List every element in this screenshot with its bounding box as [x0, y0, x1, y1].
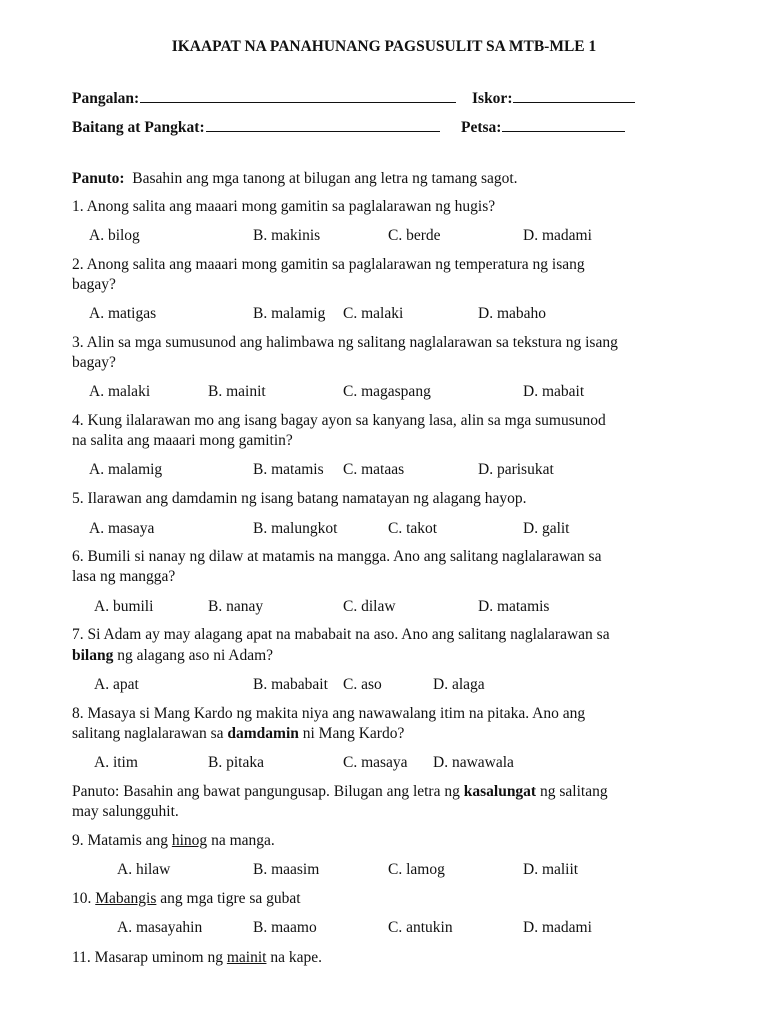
- question-3-line-1: 3. Alin sa mga sumusunod ang halimbawa ng salitang naglalarawan sa tekstura ng isang: [72, 334, 618, 351]
- directions-label: Panuto:: [72, 170, 125, 187]
- q9-underlined-word: hinog: [171, 832, 208, 849]
- q10-choice-a[interactable]: A. masayahin: [117, 919, 203, 936]
- name-label: Pangalan:: [72, 90, 140, 107]
- name-field: [72, 88, 456, 108]
- q3-choice-a[interactable]: A. malaki: [89, 383, 151, 400]
- q6-choice-d[interactable]: D. matamis: [478, 598, 550, 615]
- q1-choice-b[interactable]: B. makinis: [253, 227, 321, 244]
- q4-choice-d[interactable]: D. parisukat: [478, 461, 554, 478]
- q10-choice-b[interactable]: B. maamo: [253, 919, 317, 936]
- q3-choice-c[interactable]: C. magaspang: [343, 383, 431, 400]
- directions-2-post: ng salitang: [536, 783, 608, 800]
- q11-post: na kape.: [266, 949, 322, 966]
- question-4-line-1: 4. Kung ilalarawan mo ang isang bagay ayon sa kanyang lasa, alin sa mga sumusunod: [72, 412, 606, 429]
- grade-section-label: Baitang at Pangkat:: [72, 119, 205, 136]
- name-blank[interactable]: [140, 88, 456, 103]
- directions-2-emphasis: kasalungat: [463, 783, 537, 800]
- question-2-line-1: 2. Anong salita ang maaari mong gamitin sa paglalarawan ng temperatura ng isang: [72, 256, 585, 273]
- q5-choice-c[interactable]: C. takot: [388, 520, 438, 537]
- q1-choice-d[interactable]: D. madami: [523, 227, 592, 244]
- q10-choice-c[interactable]: C. antukin: [388, 919, 453, 936]
- q6-choice-a[interactable]: A. bumili: [94, 598, 154, 615]
- question-3-line-2: bagay?: [72, 354, 116, 371]
- q10-post: ang mga tigre sa gubat: [156, 890, 301, 907]
- q7-choice-c[interactable]: C. aso: [343, 676, 382, 693]
- question-5: 5. Ilarawan ang damdamin ng isang batang namatayan ng alagang hayop.: [72, 490, 527, 507]
- q8-line-2-pre: salitang naglalarawan sa: [72, 725, 228, 742]
- q10-choice-d[interactable]: D. madami: [523, 919, 592, 936]
- q2-choice-d[interactable]: D. mabaho: [478, 305, 547, 322]
- q2-choice-b[interactable]: B. malamig: [253, 305, 326, 322]
- q8-choice-c[interactable]: C. masaya: [343, 754, 408, 771]
- question-7-line-2: [72, 647, 273, 665]
- question-8-line-1: 8. Masaya si Mang Kardo ng makita niya ang nawawalang itim na pitaka. Ano ang: [72, 705, 586, 722]
- q10-pre: 10.: [72, 890, 96, 907]
- question-7-line-1: 7. Si Adam ay may alagang apat na mababait na aso. Ano ang salitang naglalarawan sa: [72, 626, 610, 643]
- q9-choice-d[interactable]: D. maliit: [523, 861, 579, 878]
- q4-choice-a[interactable]: A. malamig: [89, 461, 163, 478]
- grade-section-field: [72, 117, 440, 137]
- q7-choice-b[interactable]: B. mababait: [253, 676, 328, 693]
- q7-choice-d[interactable]: D. alaga: [433, 676, 485, 693]
- q11-pre: 11. Masarap uminom ng: [72, 949, 227, 966]
- question-9: [72, 832, 275, 850]
- q2-choice-c[interactable]: C. malaki: [343, 305, 404, 322]
- q5-choice-d[interactable]: D. galit: [523, 520, 570, 537]
- score-label: Iskor:: [472, 90, 513, 107]
- q2-choice-a[interactable]: A. matigas: [89, 305, 157, 322]
- q8-choice-d[interactable]: D. nawawala: [433, 754, 514, 771]
- directions-2-line-1: [72, 783, 608, 801]
- q7-line-2-rest: ng alagang aso ni Adam?: [113, 647, 274, 664]
- q7-choice-a[interactable]: A. apat: [94, 676, 139, 693]
- grade-section-blank[interactable]: [206, 117, 440, 132]
- q1-choice-a[interactable]: A. bilog: [89, 227, 140, 244]
- question-11: [72, 949, 322, 967]
- q6-choice-b[interactable]: B. nanay: [208, 598, 264, 615]
- q5-choice-a[interactable]: A. masaya: [89, 520, 155, 537]
- question-6-line-2: lasa ng mangga?: [72, 568, 176, 585]
- q6-choice-c[interactable]: C. dilaw: [343, 598, 396, 615]
- question-10: [72, 890, 301, 908]
- question-6-line-1: 6. Bumili si nanay ng dilaw at matamis na mangga. Ano ang salitang naglalarawan sa: [72, 548, 602, 565]
- score-field: [472, 88, 635, 108]
- q8-choice-b[interactable]: B. pitaka: [208, 754, 264, 771]
- q8-line-2-post: ni Mang Kardo?: [298, 725, 405, 742]
- directions-1: [72, 170, 518, 188]
- directions-2-line-2: may salungguhit.: [72, 803, 179, 820]
- exam-title: IKAAPAT NA PANAHUNANG PAGSUSULIT SA MTB-MLE 1: [171, 38, 597, 55]
- q3-choice-b[interactable]: B. mainit: [208, 383, 266, 400]
- question-8-line-2: [72, 725, 404, 743]
- q9-choice-c[interactable]: C. lamog: [388, 861, 445, 878]
- q8-emphasis: damdamin: [227, 725, 299, 742]
- date-field: [461, 117, 625, 137]
- q1-choice-c[interactable]: C. berde: [388, 227, 441, 244]
- q9-choice-b[interactable]: B. maasim: [253, 861, 320, 878]
- q4-choice-c[interactable]: C. mataas: [343, 461, 405, 478]
- date-label: Petsa:: [461, 119, 502, 136]
- q8-choice-a[interactable]: A. itim: [94, 754, 138, 771]
- q5-choice-b[interactable]: B. malungkot: [253, 520, 338, 537]
- directions-text: Basahin ang mga tanong at bilugan ang letra ng tamang sagot.: [132, 170, 518, 187]
- q10-underlined-word: Mabangis: [95, 890, 157, 907]
- q7-emphasis: bilang: [72, 647, 114, 664]
- q4-choice-b[interactable]: B. matamis: [253, 461, 324, 478]
- question-2-line-2: bagay?: [72, 276, 116, 293]
- date-blank[interactable]: [502, 117, 625, 132]
- directions-2-pre: Panuto: Basahin ang bawat pangungusap. Bilugan ang letra ng: [72, 783, 464, 800]
- q9-choice-a[interactable]: A. hilaw: [117, 861, 171, 878]
- score-blank[interactable]: [513, 88, 635, 103]
- q9-post: na manga.: [207, 832, 275, 849]
- q3-choice-d[interactable]: D. mabait: [523, 383, 585, 400]
- q11-underlined-word: mainit: [226, 949, 267, 966]
- question-1: 1. Anong salita ang maaari mong gamitin sa paglalarawan ng hugis?: [72, 198, 496, 215]
- question-4-line-2: na salita ang maaari mong gamitin?: [72, 432, 293, 449]
- q9-pre: 9. Matamis ang: [72, 832, 172, 849]
